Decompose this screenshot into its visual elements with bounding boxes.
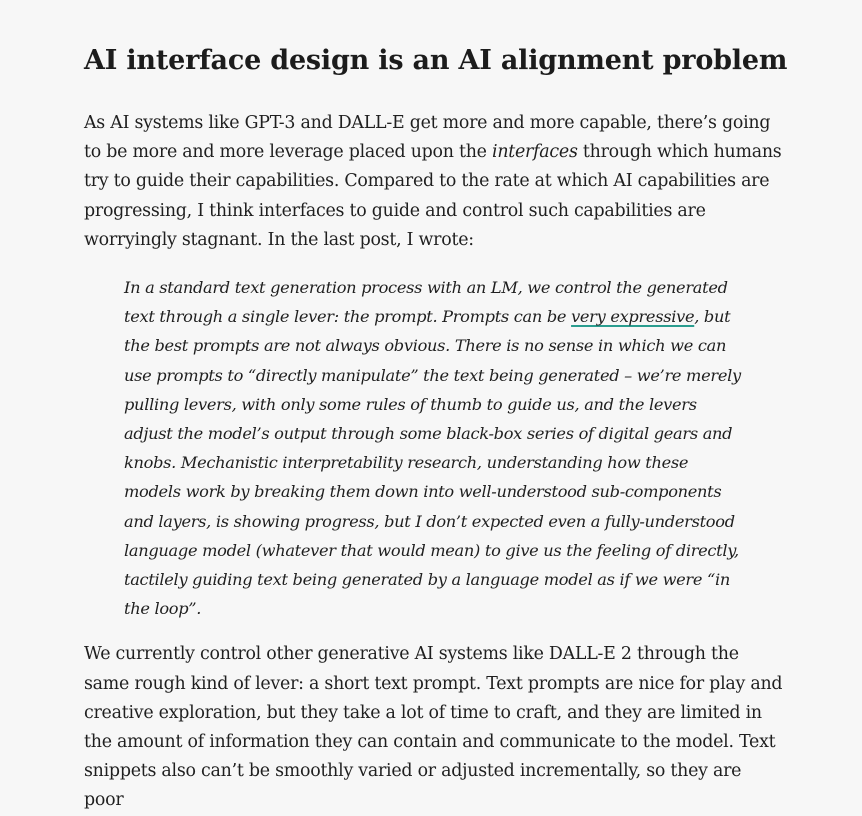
intro-text-start: As AI systems like GPT-3 and DALL-E get more and more capable, there’s going to be more and more leverage placed upon the <box>84 113 771 163</box>
blockquote <box>84 273 744 623</box>
very-expressive-link[interactable]: very expressive <box>571 307 695 327</box>
article-title: AI interface design is an AI alignment problem <box>84 45 788 76</box>
quote-text-end: , but the best prompts are not always obvious. There is no sense in which we can use prompts to “directly manipulate” the text being generated – we’re merely pulling levers, with only some rules of thumb to guide us, and the levers adjust the model’s output through some black-box series of digital gears and knobs. Mechanistic interpretability research, understanding how these models work by breaking them down into well-understood sub-components and layers, is showing progress, but I don’t expected even a fully-understood language model (whatever that would mean) to give us the feeling of directly, tactilely guiding text being generated by a language model as if we were “in the loop”. <box>124 307 741 619</box>
intro-paragraph <box>84 109 784 255</box>
intro-emphasis: interfaces <box>492 142 578 163</box>
closing-paragraph: We currently control other generative AI systems like DALL-E 2 through the same rough kind of lever: a short text prompt. Text prompts are nice for play and creative exploration, but they take a lot of time to craft, and they are limited in the amount of information they can contain and communicate to the model. Text snippets also can’t be smoothly varied or adjusted incrementally, so they are poor <box>84 644 783 811</box>
article <box>84 0 788 816</box>
quote-text-start: In a standard text generation process with an LM, we control the generated text through a single lever: the prompt. Prompts can be <box>124 278 728 327</box>
intro-text-end: through which humans try to guide their capabilities. Compared to the rate at which AI capabilities are progressing, I think interfaces to guide and control such capabilities are worryingly stagnant. In the last post, I wrote: <box>84 142 782 250</box>
